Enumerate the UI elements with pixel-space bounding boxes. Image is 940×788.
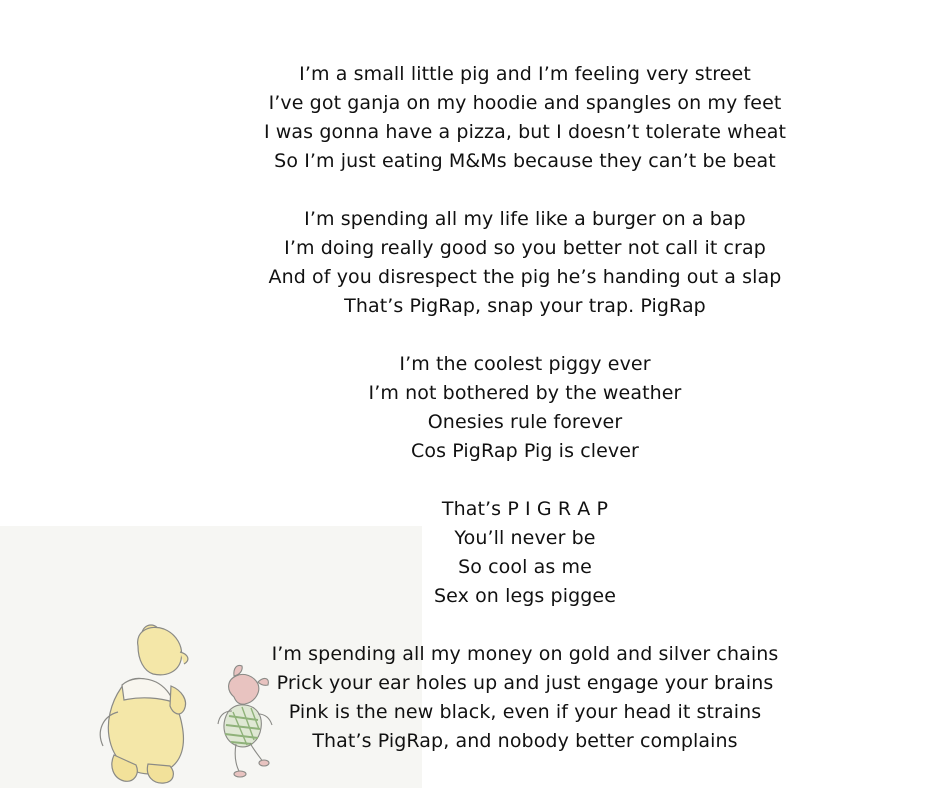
poem-line: That’s P I G R A P: [441, 498, 609, 520]
poem-line: I’m spending all my money on gold and silver chains: [271, 643, 779, 665]
poem-line: I was gonna have a pizza, but I doesn’t tolerate wheat: [263, 121, 787, 143]
bear-figure: [100, 625, 188, 783]
poem-line: I’m the coolest piggy ever: [399, 353, 651, 375]
poem-line: So cool as me: [458, 556, 592, 578]
poem-line: Cos PigRap Pig is clever: [411, 440, 639, 462]
poem-line: And of you disrespect the pig he’s handing out a slap: [268, 266, 782, 288]
poem-line: You’ll never be: [454, 527, 596, 549]
poem-line: That’s PigRap, snap your trap. PigRap: [344, 295, 706, 317]
poem-line: That’s PigRap, and nobody better complains: [312, 730, 738, 752]
poem-line: Sex on legs piggee: [433, 585, 616, 607]
poem-stanza-4: [250, 495, 800, 611]
poem-line: I’ve got ganja on my hoodie and spangles on my feet: [268, 92, 782, 114]
poem-line: Pink is the new black, even if your head it strains: [288, 701, 762, 723]
poem-line: I’m doing really good so you better not call it crap: [284, 237, 766, 259]
poem-stanza-1: [250, 60, 800, 176]
poem-stanza-3: [250, 350, 800, 466]
poem-stanza-5: [250, 640, 800, 756]
poem-line: I’m not bothered by the weather: [368, 382, 682, 404]
poem-line: Prick your ear holes up and just engage your brains: [276, 672, 774, 694]
poem-stanza-2: [250, 205, 800, 321]
poem-line: So I’m just eating M&Ms because they can’t be beat: [274, 150, 776, 172]
poem-line: I’m a small little pig and I’m feeling very street: [299, 63, 751, 85]
poem-line: I’m spending all my life like a burger on a bap: [304, 208, 746, 230]
poem-text: [250, 60, 800, 756]
poem-line: Onesies rule forever: [427, 411, 623, 433]
